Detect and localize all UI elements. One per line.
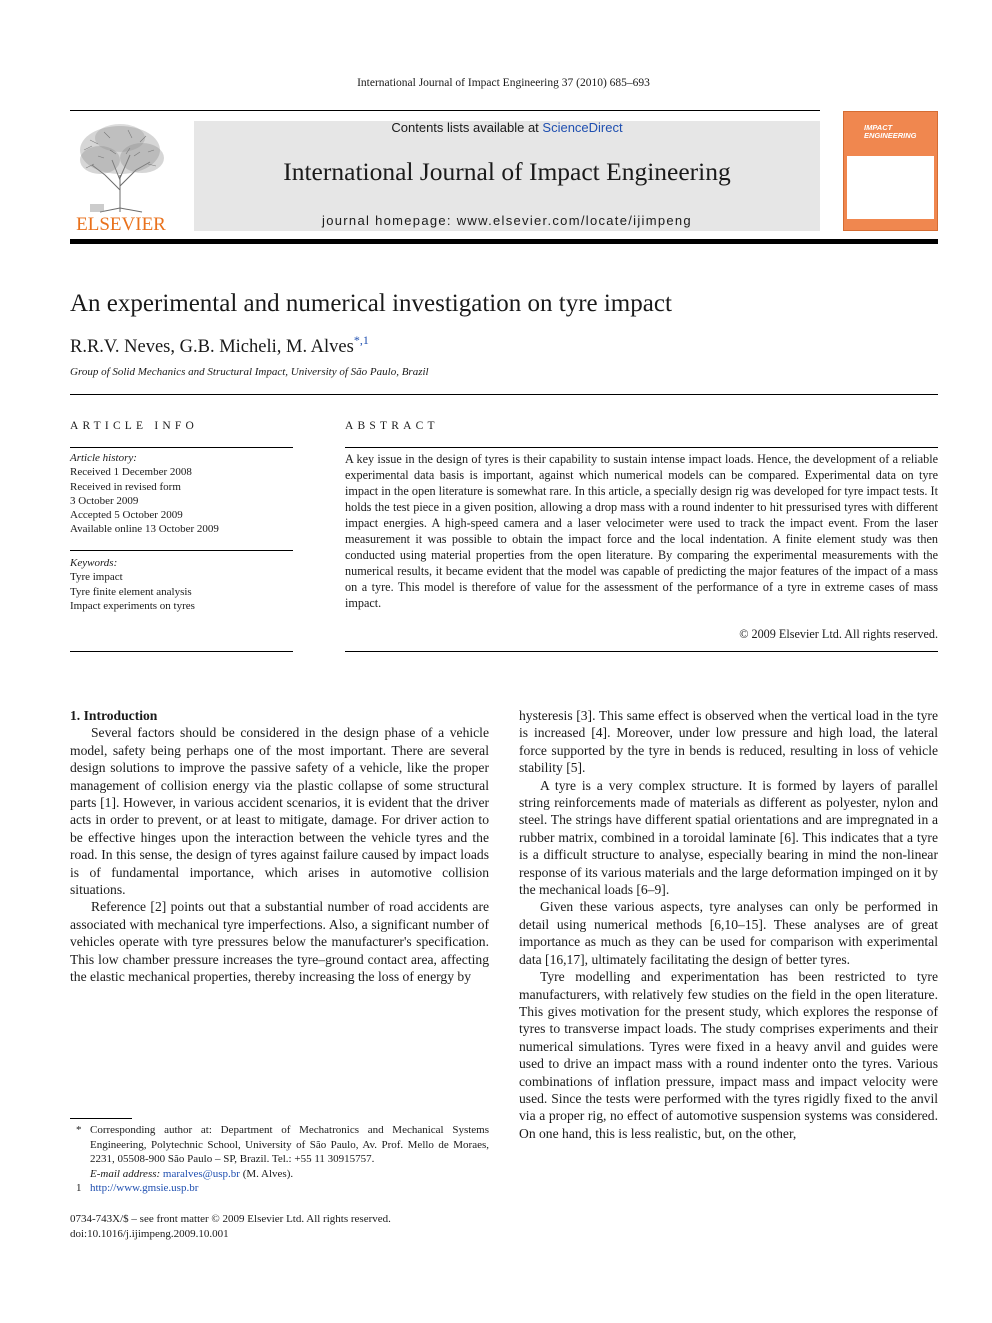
elsevier-logo (70, 120, 172, 232)
history-item: 3 October 2009 (70, 494, 139, 507)
footnote-mark: * (76, 1124, 82, 1136)
history-item: Available online 13 October 2009 (70, 523, 219, 536)
history-label: Article history: (70, 452, 137, 464)
body-paragraph: Given these various aspects, tyre analyses can only be performed in detail using numerical methods [6,10–15]. These analyses are of great importance as much as they can be used for comparison with experimental data [16,17], ultimately facilitating the design of better tyres. (519, 899, 938, 967)
author-names: R.R.V. Neves, G.B. Micheli, M. Alves (70, 337, 354, 357)
body-paragraph: Reference [2] points out that a substantial number of road accidents are associated with mechanical tyre imperfections. Also, a significant number of vehicles operate with tyre pressures below the manufacturer's specification. This low chamber pressure increases the tyre–ground contact area, affecting the elastic mechanical properties, thereby increasing the loss of energy by (70, 899, 489, 985)
history-item: Received in revised form (70, 480, 181, 493)
email-suffix: (M. Alves). (239, 1167, 294, 1180)
footnote-url (70, 1181, 489, 1196)
abstract-heading: ABSTRACT (345, 420, 439, 432)
abstract-rule (345, 447, 938, 448)
author-marks[interactable]: *,1 (353, 333, 369, 347)
email-link[interactable]: maralves@usp.br (162, 1167, 240, 1180)
keywords-label: Keywords: (70, 557, 118, 569)
footnote-email (70, 1167, 489, 1182)
header-thick-rule (70, 239, 938, 244)
body-paragraph: A tyre is a very complex structure. It is formed by layers of parallel string reinforcements made of materials as different as polyester, nylon and steel. The strings have different spatial orientations and are impregnated in a rubber matrix, combined in a toroidal laminate [6]. This indicates that a tyre is a difficult structure to analyse, especially bearing in mind the non-linear response of its various materials and the large deformation impinged on it by the mechanical loads [6–9]. (519, 777, 938, 898)
body-paragraph: Tyre modelling and experimentation has been restricted to tyre manufacturers, with relatively few studies on the field in the open literature. This gives motivation for the present study, which explores the response of tyres to transverse impact loads. The study comprises experiments and their numerical simulations. Tyres were fixed in a heavy anvil and guides were used to drive an impact mass with a round indenter onto the tyres. Various combinations of inflation pressure, impact mass and impact velocity were used. Since the tests were performed with the tyres rigidly fixed to the anvil via a proper rig, no effect of automotive suspension systems was considered. On one hand, this is less realistic, but, on the other, (519, 969, 938, 1141)
header-rule (70, 110, 820, 111)
keyword-item: Tyre finite element analysis (70, 585, 192, 598)
body-column-left (70, 707, 489, 986)
article-info-rule (70, 550, 293, 551)
footnote-corresponding (70, 1123, 489, 1167)
abstract-rule (345, 651, 938, 652)
abstract-text: A key issue in the design of tyres is their capability to sustain intense impact loads. Hence, the development of a reliable experimental data basis is important, against which numerical models can be compared. Experimental data on tyre impact in the open literature is somewhat rare. In this article, a specially design rig was developed for tyre impact tests. It holds the test piece in a given position, allowing a drop mass with a round indenter to hit pressurised tyres with different impact energies. A high-speed camera and a laser velocimeter were used to track the impact event. From the laser measurement it was possible to obtain the impact force and the local indentation. A finite element study was then conducted using material properties from the open literature. By comparing the experimental measurements with the numerical results, it became evident that the model was capable of predicting the major features of the impact of a mass on a tyre. This model is therefore of value for the assessment of the performance of a tyre in extreme cases of mass impact. (345, 452, 938, 610)
issn-line: 0734-743X/$ – see front matter © 2009 Elsevier Ltd. All rights reserved. (70, 1213, 391, 1225)
elsevier-tree-icon (70, 120, 172, 232)
bottom-meta (70, 1212, 391, 1241)
elsevier-wordmark: ELSEVIER (76, 214, 166, 232)
body-paragraph: hysteresis [3]. This same effect is observed when the vertical load in the tyre is increased [4]. Moreover, under low pressure and high load, the lateral force supported by the tyre in bends is reduced, resulting in loss of vehicle stability [5]. (519, 708, 938, 776)
footnote-text: Corresponding author at: Department of Mechatronics and Mechanical Systems Engineering, Polytechnic School, University of São Paulo, Av. Prof. Mello de Moraes, 2231, 05508-900 São Paulo – SP, Brazil. Tel.: +55 11 30915757. (90, 1124, 489, 1165)
article-info-rule (70, 651, 293, 652)
email-label: E-mail address: (90, 1167, 163, 1180)
abstract-copyright: © 2009 Elsevier Ltd. All rights reserved. (739, 627, 938, 641)
contents-line (194, 120, 820, 135)
website-link[interactable]: http://www.gmsie.usp.br (90, 1182, 199, 1194)
keyword-item: Tyre impact (70, 571, 123, 584)
history-item: Received 1 December 2008 (70, 466, 192, 479)
journal-name: International Journal of Impact Engineering (283, 157, 731, 186)
keywords (70, 556, 293, 613)
paper-title: An experimental and numerical investigation on tyre impact (70, 290, 672, 317)
article-history (70, 451, 293, 537)
cover-title: IMPACT ENGINEERING (864, 123, 917, 140)
doi-line[interactable]: doi:10.1016/j.ijimpeng.2009.10.001 (70, 1227, 229, 1240)
article-info-heading: ARTICLE INFO (70, 420, 198, 432)
contents-prefix: Contents lists available at (391, 120, 543, 135)
article-info-rule (70, 447, 293, 448)
section-heading-introduction: 1. Introduction (70, 708, 158, 723)
authors (70, 333, 369, 358)
footnote-mark: 1 (76, 1182, 82, 1194)
body-column-right (519, 707, 938, 1142)
affiliation-rule (70, 394, 938, 395)
sciencedirect-link[interactable]: ScienceDirect (542, 120, 623, 135)
cover-panel (847, 156, 934, 219)
journal-homepage[interactable]: journal homepage: www.elsevier.com/locate/ijimpeng (322, 213, 692, 228)
footnotes (70, 1123, 489, 1196)
footnote-rule (70, 1118, 132, 1119)
journal-cover (843, 111, 938, 231)
history-item: Accepted 5 October 2009 (70, 509, 183, 522)
affiliation: Group of Solid Mechanics and Structural Impact, University of São Paulo, Brazil (70, 366, 429, 378)
body-paragraph: Several factors should be considered in the design phase of a vehicle model, safety being perhaps one of the most important. There are several design solutions to improve the passive safety of a vehicle, like the proper management of collision energy via the plastic collapse of some structural parts [1]. However, in various accident scenarios, it is evident that the driver acts in order to prevent, or at least to mitigate, damage. For driver action to be effective hinges upon the interaction between the vehicle tyres and the road. In this sense, the design of tyres against failure caused by impact loads is of fundamental importance, which arises in automotive collision situations. (70, 725, 489, 898)
keyword-item: Impact experiments on tyres (70, 599, 195, 612)
journal-citation: International Journal of Impact Engineering 37 (2010) 685–693 (357, 77, 650, 89)
